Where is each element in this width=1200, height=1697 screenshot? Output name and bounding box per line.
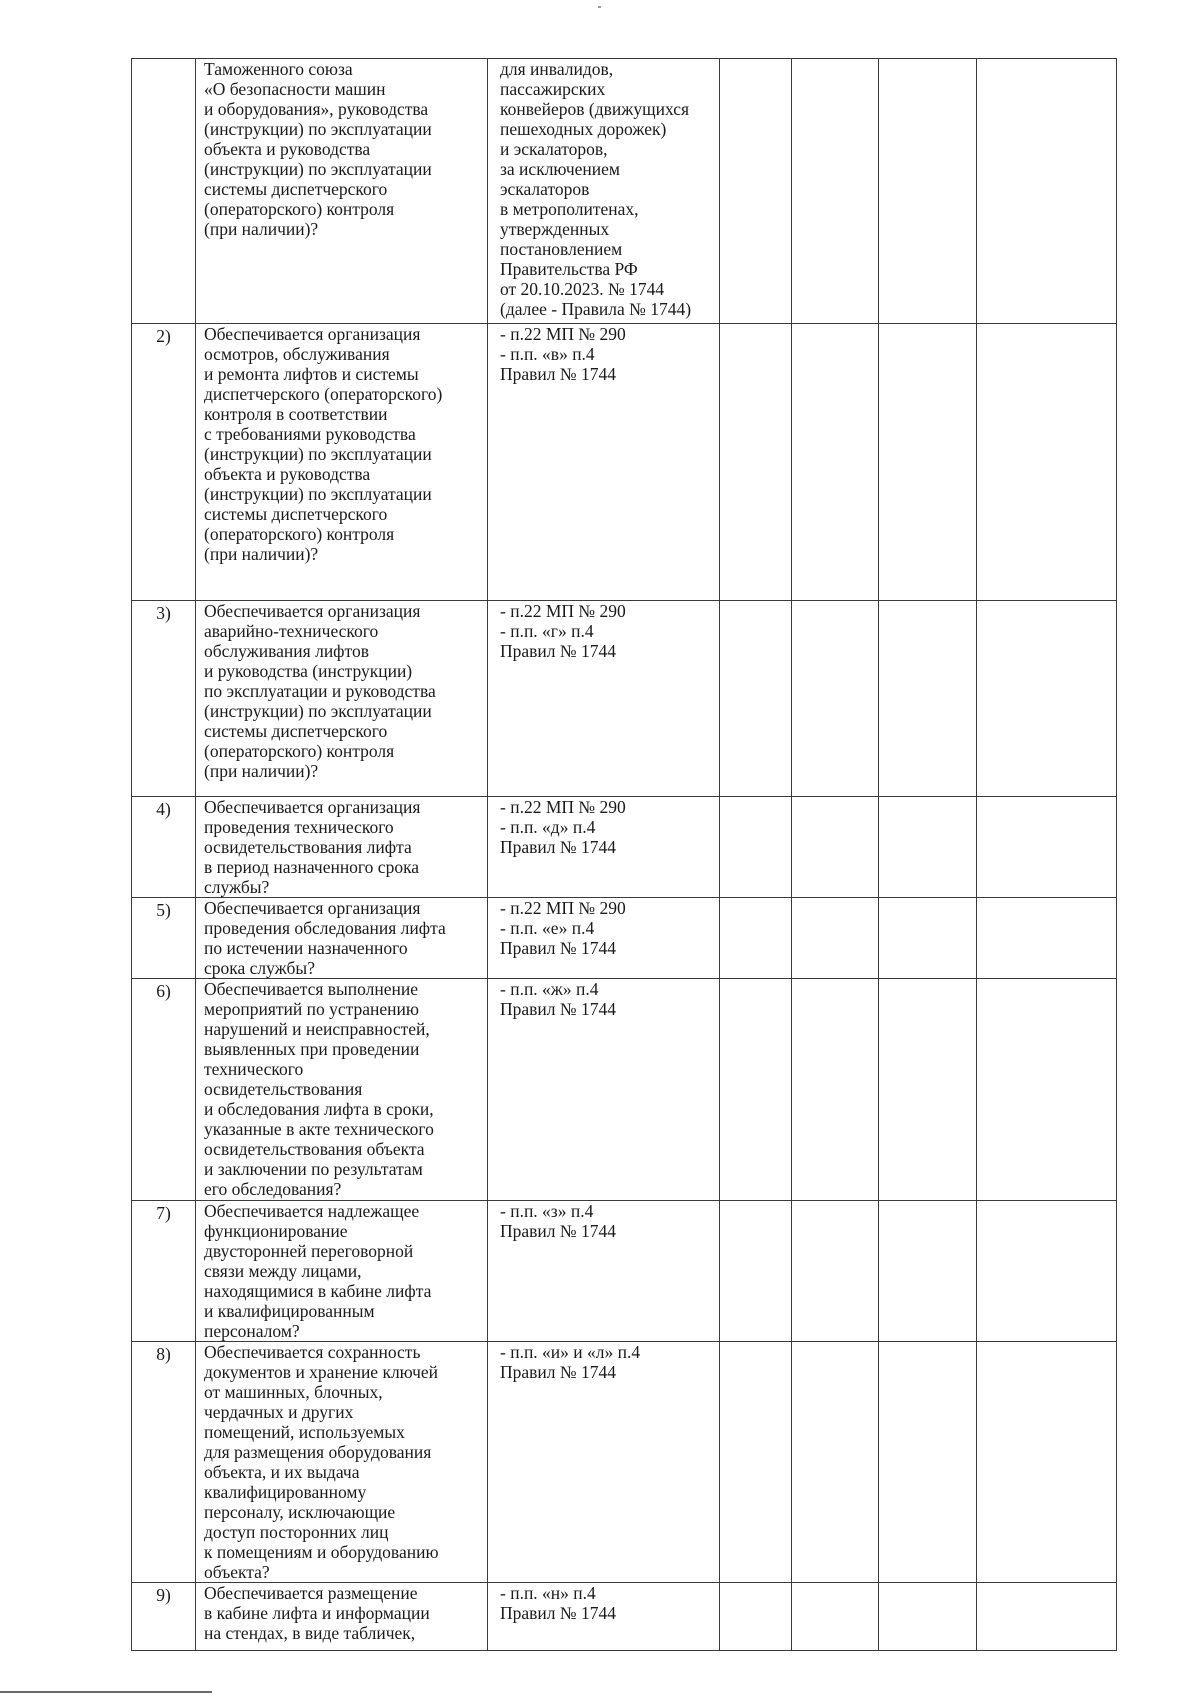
reference-text: - п.п. «и» и «л» п.4 Правил № 1744 bbox=[500, 1342, 641, 1382]
question-text: Обеспечивается организация проведения обследования лифта по истечении назначенного срока службы? bbox=[204, 898, 446, 978]
answer-cell-yes bbox=[720, 324, 792, 601]
notes-cell bbox=[977, 797, 1117, 898]
answer-cell-yes bbox=[720, 1201, 792, 1342]
row-number: 3) bbox=[132, 601, 196, 797]
answer-cell-no bbox=[792, 601, 879, 797]
question-text: Обеспечивается сохранность документов и хранение ключей от машинных, блочных, чердачных и других помещений, используемых для размещения оборудования объекта, и их выдача квалифицированному персоналу, исключающие доступ посторонних лиц к помещениям и оборудованию объекта? bbox=[204, 1342, 439, 1582]
table-row bbox=[132, 797, 1117, 898]
row-number bbox=[132, 59, 196, 324]
answer-cell-yes bbox=[720, 601, 792, 797]
reference-cell bbox=[488, 1201, 720, 1342]
row-number: 9) bbox=[132, 1583, 196, 1651]
answer-cell-no bbox=[792, 898, 879, 979]
answer-cell-na bbox=[879, 979, 977, 1201]
notes-cell bbox=[977, 1583, 1117, 1651]
answer-cell-na bbox=[879, 601, 977, 797]
table-row bbox=[132, 1583, 1117, 1651]
table-row bbox=[132, 59, 1117, 324]
row-number: 7) bbox=[132, 1201, 196, 1342]
notes-cell bbox=[977, 1201, 1117, 1342]
answer-cell-na bbox=[879, 59, 977, 324]
answer-cell-na bbox=[879, 1201, 977, 1342]
answer-cell-na bbox=[879, 1342, 977, 1583]
reference-text: - п.п. «ж» п.4 Правил № 1744 bbox=[500, 979, 616, 1019]
answer-cell-yes bbox=[720, 59, 792, 324]
table-row bbox=[132, 1201, 1117, 1342]
question-text: Обеспечивается надлежащее функционирование двусторонней переговорной связи между лицами, находящимися в кабине лифта и квалифицированным персоналом? bbox=[204, 1201, 432, 1341]
notes-cell bbox=[977, 898, 1117, 979]
reference-cell bbox=[488, 979, 720, 1201]
question-cell bbox=[196, 1342, 488, 1583]
answer-cell-no bbox=[792, 797, 879, 898]
question-text: Обеспечивается организация осмотров, обслуживания и ремонта лифтов и системы диспетчерского (операторского) контроля в соответствии с требованиями руководства (инструкции) по эксплуатации объекта и руководства (инструкции) по эксплуатации системы диспетчерского (операторского) контроля (при наличии)? bbox=[204, 324, 443, 564]
notes-cell bbox=[977, 1342, 1117, 1583]
notes-cell bbox=[977, 979, 1117, 1201]
answer-cell-na bbox=[879, 898, 977, 979]
row-number: 4) bbox=[132, 797, 196, 898]
answer-cell-no bbox=[792, 1583, 879, 1651]
reference-text: для инвалидов, пассажирских конвейеров (движущихся пешеходных дорожек) и эскалаторов, за исключением эскалаторов в метрополитенах, утвержденных постановлением Правительства РФ от 20.10.2023. № 1744 (далее - Правила № 1744) bbox=[500, 59, 692, 319]
question-cell bbox=[196, 898, 488, 979]
question-cell bbox=[196, 324, 488, 601]
question-cell bbox=[196, 1583, 488, 1651]
answer-cell-na bbox=[879, 1583, 977, 1651]
table-row bbox=[132, 601, 1117, 797]
reference-text: - п.п. «н» п.4 Правил № 1744 bbox=[500, 1583, 616, 1623]
reference-cell bbox=[488, 324, 720, 601]
reference-text: - п.22 МП № 290 - п.п. «е» п.4 Правил № 1744 bbox=[500, 898, 626, 958]
scan-artifact-line bbox=[0, 1691, 212, 1693]
row-number: 2) bbox=[132, 324, 196, 601]
answer-cell-na bbox=[879, 797, 977, 898]
reference-cell bbox=[488, 1342, 720, 1583]
row-number: 8) bbox=[132, 1342, 196, 1583]
question-cell bbox=[196, 979, 488, 1201]
answer-cell-na bbox=[879, 324, 977, 601]
question-text: Обеспечивается выполнение мероприятий по устранению нарушений и неисправностей, выявленных при проведении технического освидетельствования и обследования лифта в сроки, указанные в акте технического освидетельствования объекта и заключении по результатам его обследования? bbox=[204, 979, 434, 1199]
table-row bbox=[132, 979, 1117, 1201]
answer-cell-no bbox=[792, 324, 879, 601]
reference-cell bbox=[488, 601, 720, 797]
question-text: Обеспечивается организация аварийно-технического обслуживания лифтов и руководства (инструкции) по эксплуатации и руководства (инструкции) по эксплуатации системы диспетчерского (операторского) контроля (при наличии)? bbox=[204, 601, 436, 781]
question-text: Обеспечивается организация проведения технического освидетельствования лифта в период назначенного срока службы? bbox=[204, 797, 421, 897]
notes-cell bbox=[977, 601, 1117, 797]
table-row bbox=[132, 324, 1117, 601]
checklist-table bbox=[131, 58, 1117, 1651]
answer-cell-yes bbox=[720, 979, 792, 1201]
reference-text: - п.22 МП № 290 - п.п. «в» п.4 Правил № 1744 bbox=[500, 324, 626, 384]
answer-cell-yes bbox=[720, 898, 792, 979]
question-text: Таможенного союза «О безопасности машин и оборудования», руководства (инструкции) по эксплуатации объекта и руководства (инструкции) по эксплуатации системы диспетчерского (операторского) контроля (при наличии)? bbox=[204, 59, 432, 239]
notes-cell bbox=[977, 59, 1117, 324]
answer-cell-no bbox=[792, 1201, 879, 1342]
question-cell bbox=[196, 59, 488, 324]
answer-cell-yes bbox=[720, 797, 792, 898]
row-number: 6) bbox=[132, 979, 196, 1201]
question-cell bbox=[196, 797, 488, 898]
question-cell bbox=[196, 1201, 488, 1342]
scan-artifact-mark bbox=[598, 6, 601, 8]
reference-text: - п.22 МП № 290 - п.п. «д» п.4 Правил № 1744 bbox=[500, 797, 626, 857]
reference-cell bbox=[488, 797, 720, 898]
answer-cell-yes bbox=[720, 1583, 792, 1651]
table-row bbox=[132, 1342, 1117, 1583]
answer-cell-yes bbox=[720, 1342, 792, 1583]
notes-cell bbox=[977, 324, 1117, 601]
answer-cell-no bbox=[792, 979, 879, 1201]
reference-cell bbox=[488, 1583, 720, 1651]
reference-cell bbox=[488, 59, 720, 324]
reference-text: - п.п. «з» п.4 Правил № 1744 bbox=[500, 1201, 616, 1241]
question-text: Обеспечивается размещение в кабине лифта и информации на стендах, в виде табличек, bbox=[204, 1583, 430, 1643]
answer-cell-no bbox=[792, 59, 879, 324]
reference-cell bbox=[488, 898, 720, 979]
table-row bbox=[132, 898, 1117, 979]
row-number: 5) bbox=[132, 898, 196, 979]
answer-cell-no bbox=[792, 1342, 879, 1583]
reference-text: - п.22 МП № 290 - п.п. «г» п.4 Правил № 1744 bbox=[500, 601, 626, 661]
question-cell bbox=[196, 601, 488, 797]
